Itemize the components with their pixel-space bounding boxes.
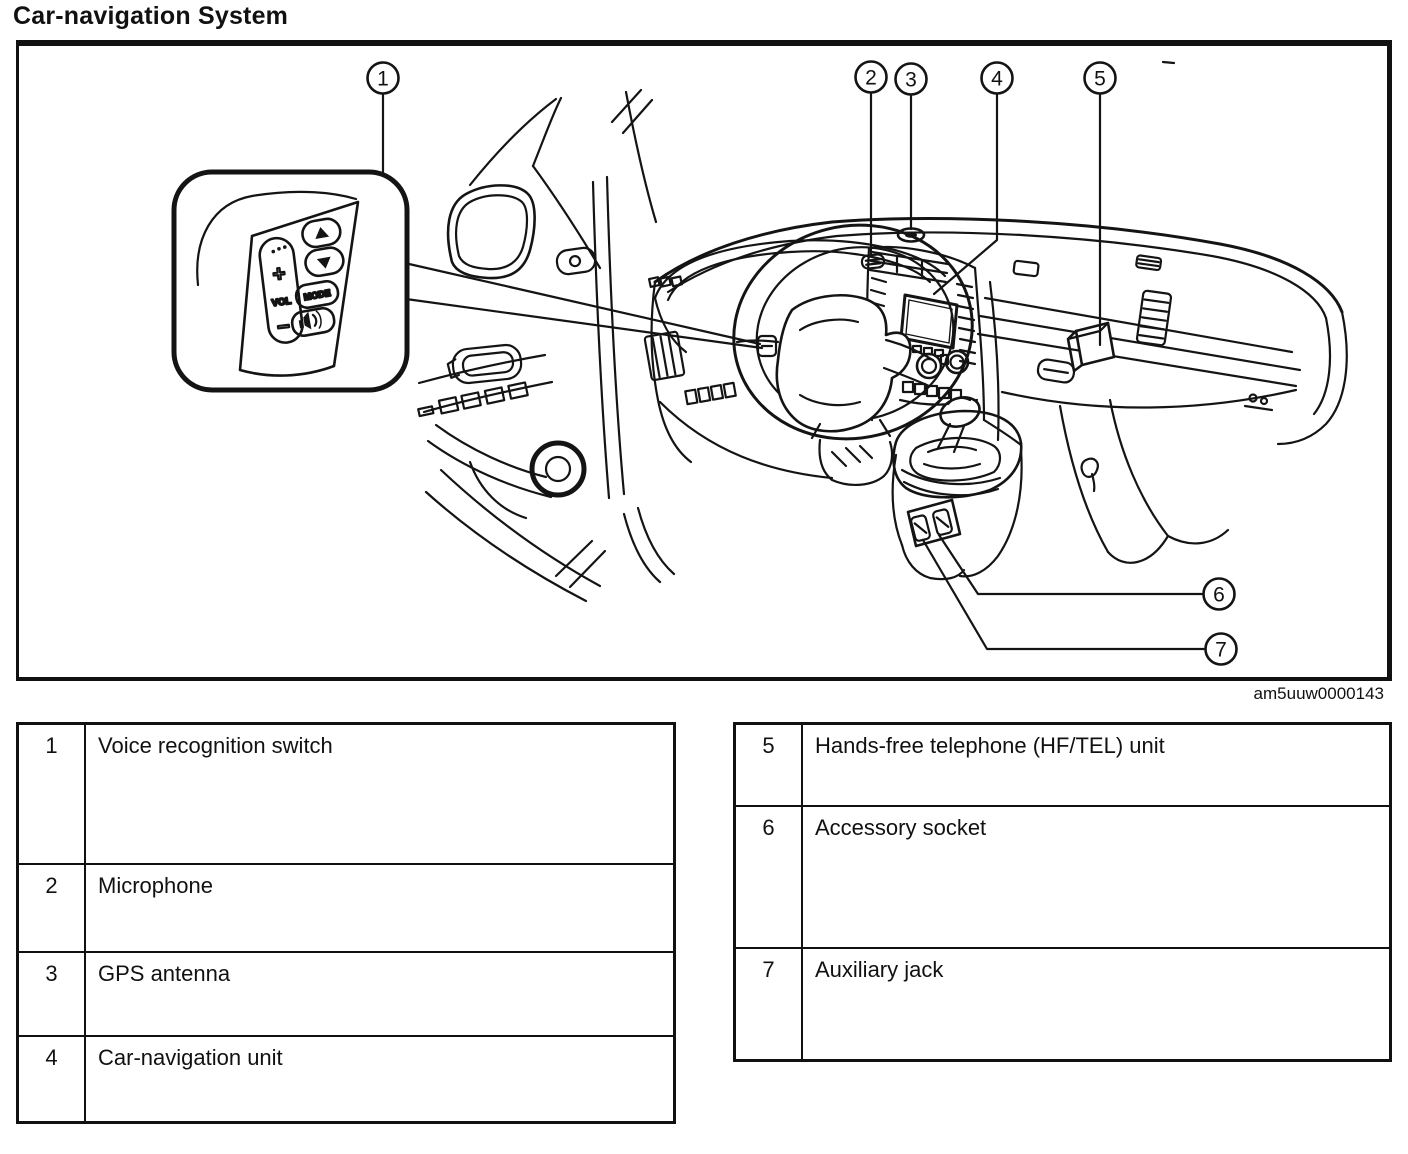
legend-row — [735, 724, 1391, 806]
steering-switch-inset — [174, 172, 407, 390]
accessory-socket-panel — [908, 500, 960, 546]
legend-label: Microphone — [85, 864, 675, 952]
callout-1 — [368, 63, 399, 94]
dashboard-diagram — [19, 46, 1387, 677]
dash-vent-icon — [644, 331, 684, 380]
callout-2 — [856, 62, 887, 93]
callout-5 — [1085, 63, 1116, 94]
legend-label: Auxiliary jack — [802, 948, 1391, 1061]
legend-num: 1 — [18, 724, 86, 864]
svg-text:2: 2 — [865, 66, 877, 90]
callout-7 — [1206, 634, 1237, 665]
legend-label: GPS antenna — [85, 952, 675, 1036]
dash-button-row — [685, 383, 736, 404]
legend-label: Car-navigation unit — [85, 1036, 675, 1123]
volume-minus-label: − — [275, 313, 292, 340]
legend-row — [18, 864, 675, 952]
legend-label: Hands-free telephone (HF/TEL) unit — [802, 724, 1391, 806]
legend-row — [18, 1036, 675, 1123]
glove-box-handle-icon — [1037, 358, 1076, 383]
svg-text:4: 4 — [991, 67, 1003, 91]
svg-text:5: 5 — [1094, 67, 1106, 91]
window-switch-panel — [417, 355, 552, 418]
svg-text:6: 6 — [1213, 583, 1225, 607]
legend-num: 7 — [735, 948, 803, 1061]
legend-num: 2 — [18, 864, 86, 952]
legend-num: 3 — [18, 952, 86, 1036]
legend-label: Accessory socket — [802, 806, 1391, 948]
hf-tel-unit-box — [1068, 323, 1114, 371]
voice-recognition-switch-icon — [758, 336, 776, 356]
svg-text:7: 7 — [1215, 638, 1227, 662]
callout-6 — [1204, 579, 1235, 610]
legend-table-right — [733, 722, 1392, 1062]
volume-plus-label: + — [271, 260, 287, 287]
side-vent-icon — [1126, 255, 1177, 346]
door-lock-switch-icon — [556, 246, 597, 275]
legend-row — [18, 724, 675, 864]
clock-display-icon — [1013, 261, 1038, 277]
page-title: Car-navigation System — [13, 2, 289, 30]
legend-table-left — [16, 722, 676, 1124]
legend-num: 4 — [18, 1036, 86, 1123]
legend-row — [735, 948, 1391, 1061]
driver-door — [417, 90, 674, 601]
volume-vol-label: VOL — [271, 295, 292, 310]
svg-text:1: 1 — [377, 67, 389, 91]
legend-num: 5 — [735, 724, 803, 806]
legend-row — [18, 952, 675, 1036]
legend-row — [735, 806, 1391, 948]
svg-text:3: 3 — [905, 68, 917, 92]
figure-code: am5uuw0000143 — [1253, 684, 1384, 703]
door-speaker-icon — [532, 443, 584, 495]
side-mirror-icon — [448, 185, 535, 278]
callout-3 — [896, 64, 927, 95]
mode-button-label: MODE — [303, 287, 332, 303]
dashboard — [644, 219, 1346, 478]
door-handle-icon — [446, 344, 522, 385]
legend-label: Voice recognition switch — [85, 724, 675, 864]
gear-shifter-icon — [910, 393, 1000, 481]
legend-num: 6 — [735, 806, 803, 948]
diagram-panel — [16, 40, 1392, 681]
callout-4 — [982, 63, 1013, 94]
